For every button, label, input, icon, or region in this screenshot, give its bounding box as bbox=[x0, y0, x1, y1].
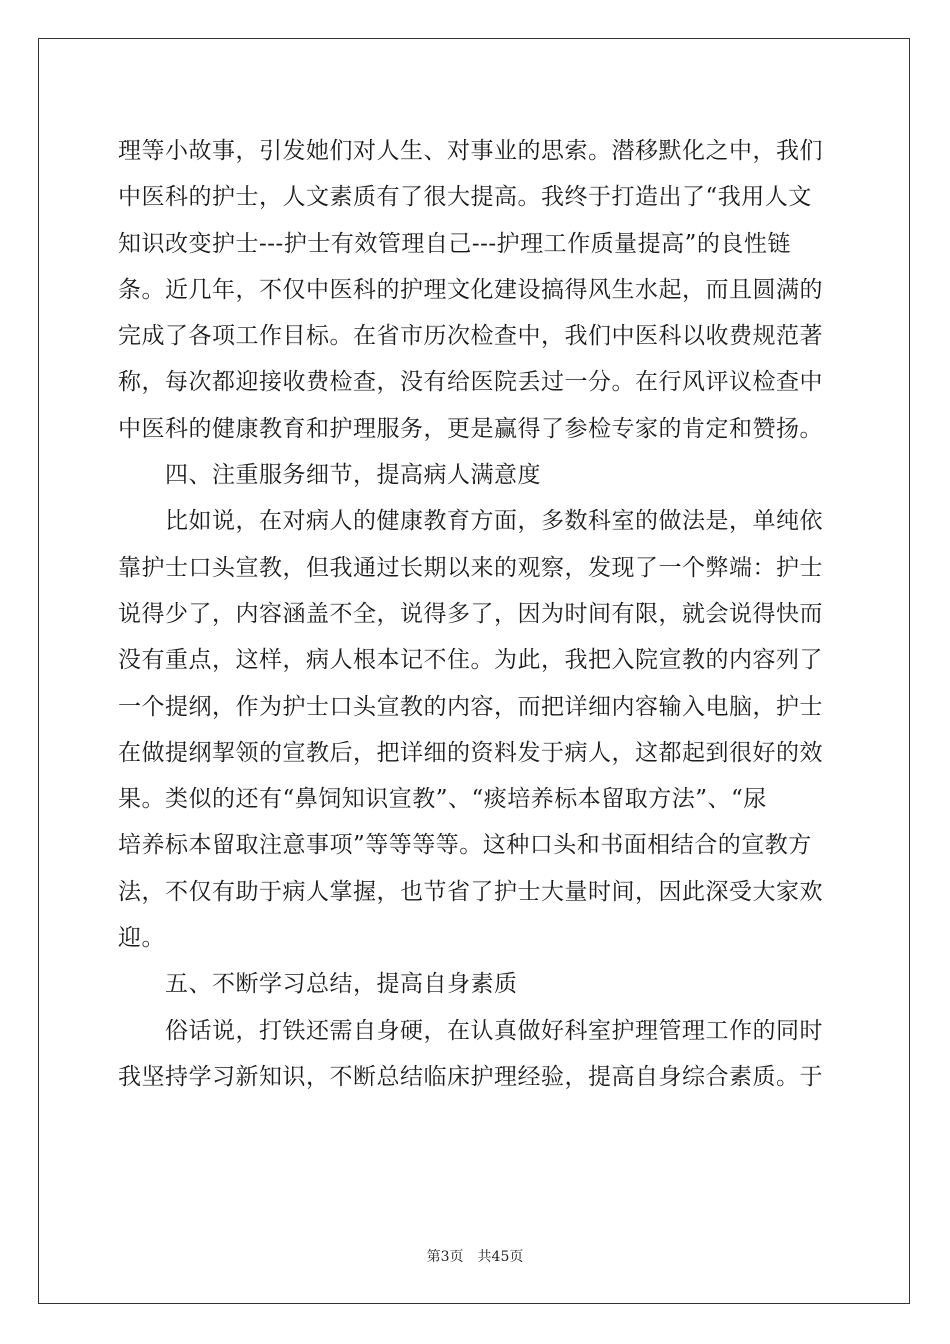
text-line: 没有重点，这样，病人根本记不住。为此，我把入院宣教的内容列了 bbox=[118, 647, 823, 674]
total-pages: 共45页 bbox=[477, 1249, 524, 1265]
text-line: 法，不仅有助于病人掌握，也节省了护士大量时间，因此深受大家欢 bbox=[118, 878, 823, 905]
text-line: 培养标本留取注意事项”等等等等。这种口头和书面相结合的宣教方 bbox=[118, 832, 812, 859]
text-line: 俗话说，打铁还需自身硬，在认真做好科室护理管理工作的同时 bbox=[118, 1017, 823, 1044]
section-heading: 五、不断学习总结，提高自身素质 bbox=[118, 971, 518, 998]
page-footer bbox=[0, 1246, 950, 1266]
section-heading: 四、注重服务细节，提高病人满意度 bbox=[118, 462, 541, 489]
text-line: 条。近几年，不仅中医科的护理文化建设搞得风生水起，而且圆满的 bbox=[118, 276, 823, 303]
text-line: 称，每次都迎接收费检查，没有给医院丢过一分。在行风评议检查中 bbox=[118, 369, 823, 396]
text-line: 说得少了，内容涵盖不全，说得多了，因为时间有限，就会说得快而 bbox=[118, 600, 823, 627]
text-line: 理等小故事，引发她们对人生、对事业的思索。潜移默化之中，我们 bbox=[118, 138, 823, 164]
text-line: 比如说，在对病人的健康教育方面，多数科室的做法是，单纯依 bbox=[118, 508, 823, 535]
page-number: 第3页 bbox=[426, 1249, 464, 1265]
text-line: 靠护士口头宣教，但我通过长期以来的观察，发现了一个弊端：护士 bbox=[118, 554, 823, 581]
text-line: 在做提纲挈领的宣教后，把详细的资料发于病人，这都起到很好的效 bbox=[118, 739, 823, 766]
text-line: 知识改变护士---护士有效管理自己---护理工作质量提高”的良性链 bbox=[118, 230, 791, 257]
text-line: 中医科的健康教育和护理服务，更是赢得了参检专家的肯定和赞扬。 bbox=[118, 415, 823, 442]
text-line: 迎。 bbox=[118, 925, 165, 952]
text-line: 果。类似的还有“鼻饲知识宣教”、“痰培养标本留取方法”、“尿 bbox=[118, 786, 767, 813]
body-text bbox=[118, 128, 838, 1100]
text-line: 中医科的护士，人文素质有了很大提高。我终于打造出了“我用人文 bbox=[118, 184, 812, 211]
text-line: 一个提纲，作为护士口头宣教的内容，而把详细内容输入电脑，护士 bbox=[118, 693, 823, 720]
text-line: 我坚持学习新知识，不断总结临床护理经验，提高自身综合素质。于 bbox=[118, 1063, 823, 1090]
text-line: 完成了各项工作目标。在省市历次检查中，我们中医科以收费规范著 bbox=[118, 323, 823, 350]
